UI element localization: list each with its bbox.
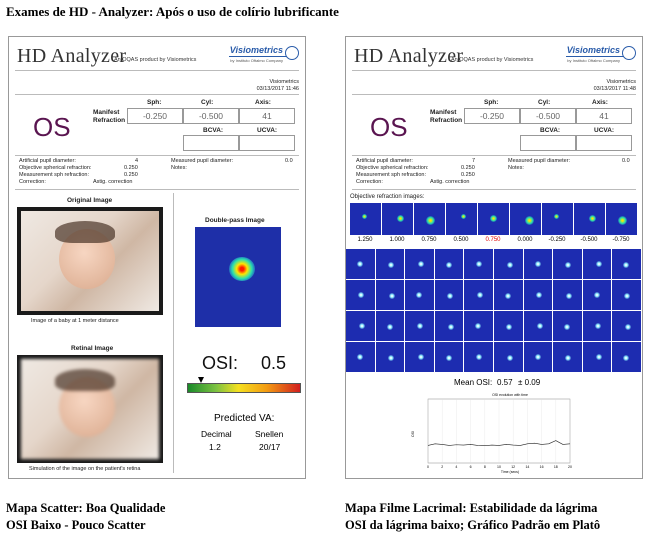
osi-label: OSI: (202, 353, 239, 373)
measured-pupil-value: 0.0 (622, 158, 630, 164)
tear-film-frame (405, 280, 434, 310)
sph-label: Sph: (147, 99, 162, 106)
bcva-field[interactable] (520, 135, 576, 151)
brand-name: HD Analyzer (354, 45, 464, 67)
decimal-value: 1.2 (209, 442, 221, 452)
sph-field[interactable]: -0.250 (127, 108, 183, 124)
logo-text: Visiometrics (229, 45, 283, 55)
axis-field[interactable]: 41 (576, 108, 632, 124)
chart-xlabel: Time (secs) (500, 470, 520, 474)
original-image-caption: Image of a baby at 1 meter distance (31, 318, 119, 324)
chart-title: OSI evolution with time (492, 393, 528, 397)
tear-film-frame (553, 280, 582, 310)
refraction-value: 0.500 (453, 237, 469, 243)
measured-pupil-label: Measured pupil diameter: (508, 158, 571, 164)
x-tick-label: 10 (497, 465, 501, 469)
refraction-image (606, 203, 637, 235)
double-pass-image (195, 227, 281, 327)
tear-film-frame (494, 249, 523, 279)
company-name: Visiometrics (606, 79, 636, 85)
objective-refraction-images (350, 203, 638, 235)
osi-value: 0.5 (261, 353, 287, 373)
manifest-label: Manifest Refraction (93, 109, 126, 124)
bcva-label: BCVA: (540, 127, 561, 134)
original-image-title: Original Image (67, 197, 113, 204)
pupil-label: Artificial pupil diameter: (19, 158, 76, 164)
refraction-value: 0.000 (517, 237, 533, 243)
tear-film-frame (464, 249, 493, 279)
page-title: Exames de HD - Analyzer: Após o uso de colírio lubrificante (6, 4, 339, 19)
tear-film-frame (435, 280, 464, 310)
brand-subtitle: An OQAS product by Visiometrics (114, 57, 197, 63)
refraction-image (382, 203, 413, 235)
x-tick-label: 12 (511, 465, 516, 469)
predicted-va-label: Predicted VA: (214, 413, 275, 424)
x-tick-label: 4 (455, 465, 458, 469)
exam-datetime: 03/13/2017 11:46 (256, 86, 299, 92)
cyl-label: Cyl: (538, 99, 551, 106)
tear-film-frame (612, 311, 641, 341)
correction-label: Correction: (19, 179, 46, 185)
axis-field[interactable]: 41 (239, 108, 295, 124)
sph-field[interactable]: -0.250 (464, 108, 520, 124)
refraction-value: -0.750 (612, 237, 630, 243)
refraction-image (510, 203, 541, 235)
meas-sph-label: Measurement sph refraction: (356, 172, 427, 178)
pupil-label: Artificial pupil diameter: (356, 158, 413, 164)
visiometrics-logo (227, 45, 299, 67)
osi-marker-icon (198, 377, 204, 383)
tear-film-frame (464, 311, 493, 341)
pupil-value: 4 (135, 158, 139, 164)
bcva-label: BCVA: (203, 127, 224, 134)
tear-film-frame (464, 280, 493, 310)
tear-film-frame (524, 280, 553, 310)
visiometrics-logo (564, 45, 636, 67)
correction-value: Astig. correction (93, 179, 133, 185)
snellen-label: Snellen (255, 429, 284, 439)
x-tick-label: 16 (539, 465, 544, 469)
eye-label: OS (33, 112, 71, 142)
refraction-value: -0.250 (548, 237, 566, 243)
meas-sph-value: 0.250 (461, 172, 475, 178)
obj-sph-value: 0.250 (124, 165, 138, 171)
notes-label: Notes: (171, 165, 187, 171)
ucva-field[interactable] (576, 135, 632, 151)
osi-scale-bar (187, 383, 301, 393)
company-name: Visiometrics (269, 79, 299, 85)
logo-circle-icon (622, 46, 636, 60)
refraction-value: 1.250 (357, 237, 373, 243)
ucva-field[interactable] (239, 135, 295, 151)
logo-subtext: by Instituto Oftalmo Company (567, 58, 620, 63)
refraction-image (446, 203, 477, 235)
double-pass-title: Double-pass Image (205, 217, 265, 224)
exam-datetime: 03/13/2017 11:48 (593, 86, 636, 92)
ucva-label: UCVA: (257, 127, 278, 134)
objective-images-label: Objective refraction images: (350, 194, 425, 200)
tear-film-frame (435, 311, 464, 341)
tear-film-frame (612, 280, 641, 310)
mean-osi-label: Mean OSI: (454, 378, 493, 387)
report-header (346, 37, 642, 67)
x-tick-label: 18 (553, 465, 558, 469)
obj-sph-label: Objective spherical refraction: (356, 165, 429, 171)
logo-circle-icon (285, 46, 299, 60)
refraction-image (478, 203, 509, 235)
refraction-image (574, 203, 605, 235)
tear-film-frame (553, 342, 582, 372)
osi-evolution-chart (406, 389, 578, 475)
obj-sph-label: Objective spherical refraction: (19, 165, 92, 171)
decimal-label: Decimal (201, 429, 232, 439)
x-tick-label: 6 (469, 465, 472, 469)
left-caption-line2: OSI Baixo - Pouco Scatter (6, 518, 146, 532)
x-tick-label: 2 (441, 465, 444, 469)
original-image (17, 207, 163, 315)
ucva-label: UCVA: (594, 127, 615, 134)
left-report-panel (8, 36, 306, 479)
refraction-value: -0.500 (580, 237, 598, 243)
refraction-values-row (350, 237, 638, 247)
right-caption-line1: Mapa Filme Lacrimal: Estabilidade da lágrima (345, 501, 598, 515)
cyl-field[interactable]: -0.500 (520, 108, 576, 124)
refraction-value: 1.000 (389, 237, 405, 243)
cyl-field[interactable]: -0.500 (183, 108, 239, 124)
report-header (9, 37, 305, 67)
tear-film-frame (494, 280, 523, 310)
x-tick-label: 8 (483, 465, 486, 469)
tear-film-frame (612, 342, 641, 372)
refraction-image (414, 203, 445, 235)
tear-film-frame (464, 342, 493, 372)
tear-film-frame (583, 311, 612, 341)
refraction-image (350, 203, 381, 235)
right-caption (345, 500, 600, 534)
axis-label: Axis: (592, 99, 608, 106)
tear-film-frame (583, 249, 612, 279)
meas-sph-value: 0.250 (124, 172, 138, 178)
tear-film-frame (553, 311, 582, 341)
logo-subtext: by Instituto Oftalmo Company (230, 58, 283, 63)
mean-osi-deviation: ± 0.09 (518, 378, 541, 387)
left-caption-line1: Mapa Scatter: Boa Qualidade (6, 501, 166, 515)
cyl-label: Cyl: (201, 99, 214, 106)
retinal-image-title: Retinal Image (71, 345, 114, 352)
tear-film-frame (524, 311, 553, 341)
correction-value: Astig. correction (430, 179, 470, 185)
tear-film-frame (435, 249, 464, 279)
tear-film-frame (346, 249, 375, 279)
tear-film-image-grid (346, 249, 643, 373)
correction-label: Correction: (356, 179, 383, 185)
tear-film-frame (494, 342, 523, 372)
left-caption (6, 500, 165, 534)
axis-label: Axis: (255, 99, 271, 106)
notes-label: Notes: (508, 165, 524, 171)
tear-film-frame (524, 342, 553, 372)
manifest-label: Manifest Refraction (430, 109, 463, 124)
x-tick-label: 20 (568, 465, 572, 469)
refraction-value: 0.750 (421, 237, 437, 243)
x-tick-label: 0 (427, 465, 429, 469)
tear-film-frame (583, 342, 612, 372)
bcva-field[interactable] (183, 135, 239, 151)
logo-text: Visiometrics (566, 45, 620, 55)
pupil-value: 7 (472, 158, 476, 164)
brand-subtitle: An OQAS product by Visiometrics (451, 57, 534, 63)
retinal-image-caption: Simulation of the image on the patient's retina (29, 466, 141, 472)
tear-film-frame (405, 249, 434, 279)
tear-film-frame (524, 249, 553, 279)
tear-film-frame (346, 342, 375, 372)
meas-sph-label: Measurement sph refraction: (19, 172, 90, 178)
tear-film-frame (612, 249, 641, 279)
x-tick-label: 14 (525, 465, 530, 469)
tear-film-frame (376, 311, 405, 341)
measured-pupil-label: Measured pupil diameter: (171, 158, 234, 164)
tear-film-frame (376, 249, 405, 279)
tear-film-frame (405, 311, 434, 341)
tear-film-frame (376, 342, 405, 372)
tear-film-frame (376, 280, 405, 310)
chart-ylabel: OSI (411, 430, 415, 438)
tear-film-frame (553, 249, 582, 279)
tear-film-frame (346, 280, 375, 310)
eye-label: OS (370, 112, 408, 142)
obj-sph-value: 0.250 (461, 165, 475, 171)
tear-film-frame (435, 342, 464, 372)
retinal-image (17, 355, 163, 463)
right-report-panel (345, 36, 643, 479)
sph-label: Sph: (484, 99, 499, 106)
tear-film-frame (405, 342, 434, 372)
brand-name: HD Analyzer (17, 45, 127, 67)
right-caption-line2: OSI da lágrima baixo; Gráfico Padrão em Platô (345, 518, 601, 532)
tear-film-frame (346, 311, 375, 341)
tear-film-frame (583, 280, 612, 310)
snellen-value: 20/17 (259, 442, 281, 452)
refraction-value: 0.750 (485, 237, 501, 243)
measured-pupil-value: 0.0 (285, 158, 293, 164)
refraction-image (542, 203, 573, 235)
mean-osi-value: 0.57 (497, 378, 513, 387)
tear-film-frame (494, 311, 523, 341)
